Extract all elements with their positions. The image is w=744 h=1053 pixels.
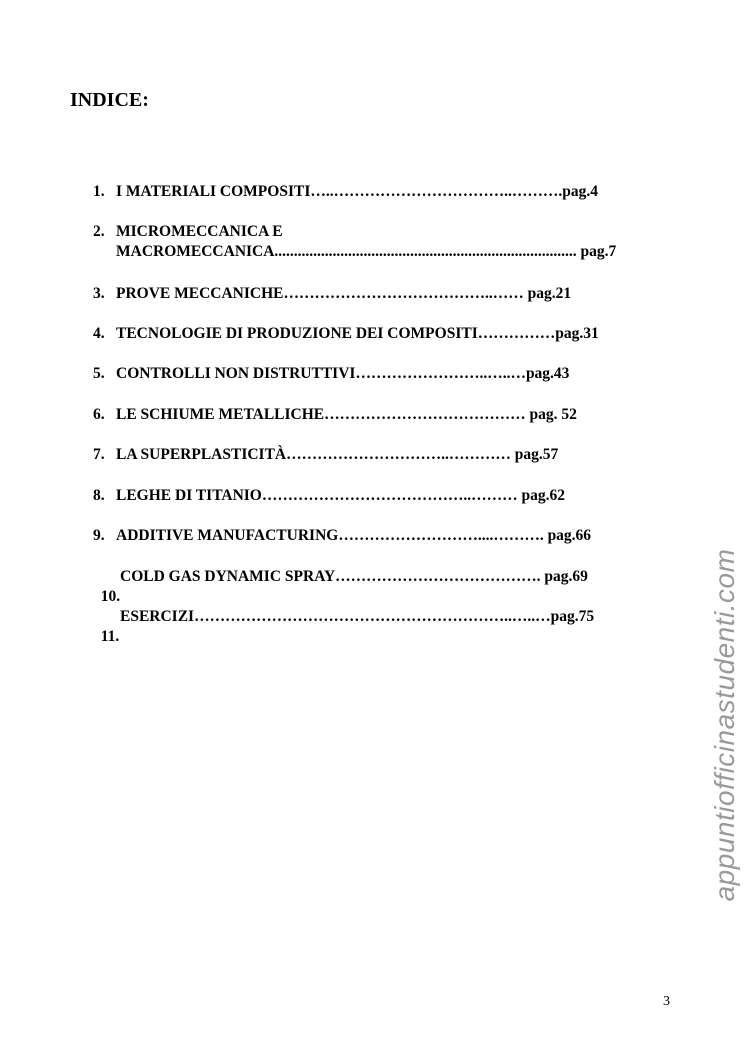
toc-entry-title: COLD GAS DYNAMIC SPRAY…………………………………. pag.69: [120, 568, 588, 585]
toc-entry-title: LE SCHIUME METALLICHE………………………………… pag. 52: [116, 406, 577, 423]
toc-entry-number: 2.: [93, 223, 105, 240]
toc-entry-number: 6.: [93, 406, 105, 423]
toc-entry-title: LEGHE DI TITANIO…………………………………..……… pag.62: [116, 487, 565, 504]
toc-entry-title: CONTROLLI NON DISTRUTTIVI……………………..…..…pag.43: [116, 365, 570, 382]
page-number: 3: [663, 994, 670, 1009]
toc-entry-number: 7.: [93, 446, 105, 463]
toc-entry-title: I MATERIALI COMPOSITI…..……………………………..……….pag.4: [116, 183, 598, 200]
toc-entry-title-continued: MACROMECCANICA.............................................................................. pag.7: [116, 243, 617, 260]
toc-entry-title: ADDITIVE MANUFACTURING………………………....………. pag.66: [116, 527, 592, 544]
toc-entry-number: 10.: [100, 588, 121, 605]
toc-entry-title: PROVE MECCANICHE…………………………………..…… pag.21: [116, 285, 572, 302]
toc-entry-number: 1.: [93, 183, 105, 200]
toc-entry-number: 5.: [93, 365, 105, 382]
toc-entry-number: 8.: [93, 487, 105, 504]
toc-entry-title: MICROMECCANICA E: [116, 223, 283, 240]
toc-entry-number: 4.: [93, 325, 105, 342]
toc-entry-title: TECNOLOGIE DI PRODUZIONE DEI COMPOSITI……………pag.31: [116, 325, 599, 342]
toc-entry-number: 3.: [93, 285, 105, 302]
watermark-text: appuntiofficinastudenti.com: [709, 548, 740, 902]
toc-entry-esercizi[interactable]: [93, 607, 595, 667]
toc-entry-number: 11.: [100, 628, 120, 645]
toc-entry-title: LA SUPERPLASTICITÀ…………………………..………… pag.57: [116, 446, 559, 463]
toc-entry-number: 9.: [93, 527, 105, 544]
page-title: INDICE:: [70, 89, 149, 111]
toc-entry-title: ESERCIZI……………………………………………………..…..…pag.75: [120, 608, 595, 625]
